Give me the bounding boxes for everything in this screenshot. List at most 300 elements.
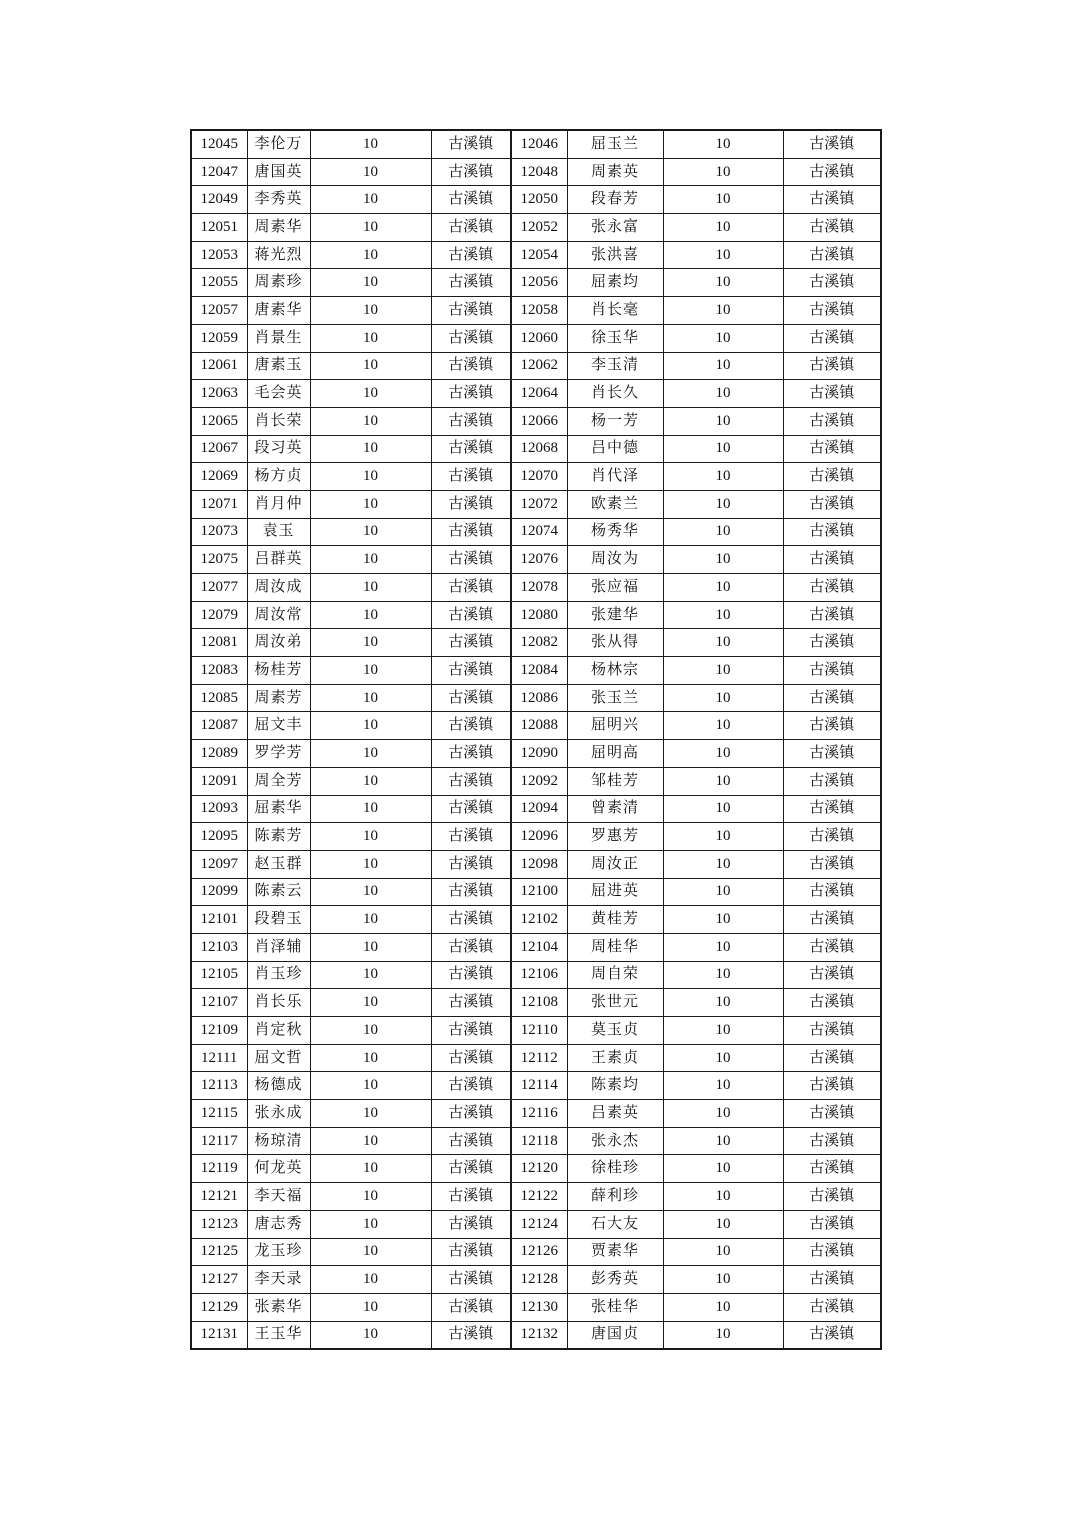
person-name-cell: 屈明兴 [567,712,663,740]
person-name-cell: 周自荣 [567,961,663,989]
amount-cell: 10 [663,906,783,934]
person-name-cell: 肖景生 [247,324,310,352]
record-id-cell: 12110 [511,1017,567,1045]
town-cell: 古溪镇 [783,380,881,408]
town-cell: 古溪镇 [431,324,511,352]
town-cell: 古溪镇 [431,186,511,214]
town-cell: 古溪镇 [431,352,511,380]
person-name-cell: 周全芳 [247,767,310,795]
person-name-cell: 张永成 [247,1100,310,1128]
town-cell: 古溪镇 [783,130,881,158]
town-cell: 古溪镇 [431,158,511,186]
record-id-cell: 12118 [511,1127,567,1155]
person-name-cell: 周素英 [567,158,663,186]
town-cell: 古溪镇 [431,490,511,518]
table-row [191,878,881,906]
person-name-cell: 周素珍 [247,269,310,297]
table-row [191,463,881,491]
town-cell: 古溪镇 [431,574,511,602]
table-row [191,712,881,740]
amount-cell: 10 [663,324,783,352]
person-name-cell: 袁玉 [247,518,310,546]
person-name-cell: 彭秀英 [567,1266,663,1294]
person-name-cell: 周汝成 [247,574,310,602]
table-row [191,629,881,657]
record-id-cell: 12107 [191,989,247,1017]
record-id-cell: 12112 [511,1044,567,1072]
town-cell: 古溪镇 [783,823,881,851]
town-cell: 古溪镇 [431,989,511,1017]
record-id-cell: 12096 [511,823,567,851]
town-cell: 古溪镇 [431,518,511,546]
person-name-cell: 张从得 [567,629,663,657]
town-cell: 古溪镇 [431,878,511,906]
town-cell: 古溪镇 [783,933,881,961]
town-cell: 古溪镇 [783,1266,881,1294]
table-row [191,546,881,574]
record-id-cell: 12113 [191,1072,247,1100]
town-cell: 古溪镇 [783,574,881,602]
town-cell: 古溪镇 [431,297,511,325]
town-cell: 古溪镇 [431,1072,511,1100]
person-name-cell: 李天福 [247,1183,310,1211]
record-id-cell: 12117 [191,1127,247,1155]
person-name-cell: 赵玉群 [247,850,310,878]
town-cell: 古溪镇 [783,850,881,878]
amount-cell: 10 [310,850,431,878]
town-cell: 古溪镇 [783,1127,881,1155]
amount-cell: 10 [663,657,783,685]
person-name-cell: 屈文丰 [247,712,310,740]
record-id-cell: 12062 [511,352,567,380]
person-name-cell: 肖代泽 [567,463,663,491]
table-row [191,324,881,352]
person-name-cell: 王玉华 [247,1321,310,1349]
table-row [191,1210,881,1238]
town-cell: 古溪镇 [783,740,881,768]
table-row [191,850,881,878]
record-id-cell: 12124 [511,1210,567,1238]
town-cell: 古溪镇 [783,241,881,269]
person-name-cell: 段习英 [247,435,310,463]
amount-cell: 10 [663,850,783,878]
person-name-cell: 薛利珍 [567,1183,663,1211]
person-name-cell: 李伦万 [247,130,310,158]
record-id-cell: 12058 [511,297,567,325]
town-cell: 古溪镇 [431,1155,511,1183]
amount-cell: 10 [310,324,431,352]
person-name-cell: 唐素华 [247,297,310,325]
town-cell: 古溪镇 [783,906,881,934]
record-id-cell: 12046 [511,130,567,158]
record-id-cell: 12073 [191,518,247,546]
record-id-cell: 12077 [191,574,247,602]
town-cell: 古溪镇 [431,1183,511,1211]
town-cell: 古溪镇 [431,1100,511,1128]
town-cell: 古溪镇 [431,1266,511,1294]
person-name-cell: 屈素均 [567,269,663,297]
town-cell: 古溪镇 [431,1321,511,1349]
table-row [191,1155,881,1183]
amount-cell: 10 [310,158,431,186]
record-id-cell: 12092 [511,767,567,795]
town-cell: 古溪镇 [783,518,881,546]
amount-cell: 10 [310,1238,431,1266]
record-id-cell: 12048 [511,158,567,186]
amount-cell: 10 [663,1321,783,1349]
amount-cell: 10 [663,490,783,518]
person-name-cell: 王素贞 [567,1044,663,1072]
table-row [191,906,881,934]
record-id-cell: 12104 [511,933,567,961]
person-name-cell: 张玉兰 [567,684,663,712]
record-id-cell: 12132 [511,1321,567,1349]
table-row [191,989,881,1017]
record-id-cell: 12122 [511,1183,567,1211]
person-name-cell: 张素华 [247,1293,310,1321]
amount-cell: 10 [310,269,431,297]
town-cell: 古溪镇 [783,878,881,906]
record-id-cell: 12082 [511,629,567,657]
person-name-cell: 吕素英 [567,1100,663,1128]
record-id-cell: 12065 [191,407,247,435]
amount-cell: 10 [663,407,783,435]
record-id-cell: 12056 [511,269,567,297]
amount-cell: 10 [310,518,431,546]
person-name-cell: 肖玉珍 [247,961,310,989]
town-cell: 古溪镇 [431,933,511,961]
town-cell: 古溪镇 [431,795,511,823]
town-cell: 古溪镇 [783,1017,881,1045]
record-id-cell: 12060 [511,324,567,352]
amount-cell: 10 [663,1155,783,1183]
amount-cell: 10 [310,241,431,269]
record-id-cell: 12108 [511,989,567,1017]
record-id-cell: 12101 [191,906,247,934]
amount-cell: 10 [310,657,431,685]
amount-cell: 10 [310,1017,431,1045]
record-id-cell: 12086 [511,684,567,712]
record-id-cell: 12076 [511,546,567,574]
table-row [191,435,881,463]
amount-cell: 10 [310,767,431,795]
table-row [191,407,881,435]
record-id-cell: 12097 [191,850,247,878]
amount-cell: 10 [663,629,783,657]
record-id-cell: 12055 [191,269,247,297]
person-name-cell: 段碧玉 [247,906,310,934]
record-id-cell: 12111 [191,1044,247,1072]
person-name-cell: 吕中德 [567,435,663,463]
amount-cell: 10 [663,214,783,242]
amount-cell: 10 [310,961,431,989]
town-cell: 古溪镇 [783,186,881,214]
person-name-cell: 张应福 [567,574,663,602]
record-id-cell: 12051 [191,214,247,242]
table-row [191,241,881,269]
amount-cell: 10 [663,823,783,851]
town-cell: 古溪镇 [431,767,511,795]
person-name-cell: 周汝弟 [247,629,310,657]
amount-cell: 10 [663,684,783,712]
record-id-cell: 12071 [191,490,247,518]
town-cell: 古溪镇 [431,1210,511,1238]
town-cell: 古溪镇 [783,712,881,740]
table-row [191,1238,881,1266]
person-name-cell: 屈文哲 [247,1044,310,1072]
person-name-cell: 肖长久 [567,380,663,408]
amount-cell: 10 [663,241,783,269]
table-row [191,214,881,242]
amount-cell: 10 [663,380,783,408]
town-cell: 古溪镇 [783,601,881,629]
person-name-cell: 张建华 [567,601,663,629]
town-cell: 古溪镇 [431,463,511,491]
roster-body [191,130,881,1349]
table-row [191,1100,881,1128]
town-cell: 古溪镇 [783,297,881,325]
amount-cell: 10 [310,878,431,906]
amount-cell: 10 [310,906,431,934]
town-cell: 古溪镇 [783,1210,881,1238]
amount-cell: 10 [310,1044,431,1072]
amount-cell: 10 [310,629,431,657]
town-cell: 古溪镇 [431,740,511,768]
person-name-cell: 杨德成 [247,1072,310,1100]
person-name-cell: 唐素玉 [247,352,310,380]
table-row [191,1321,881,1349]
record-id-cell: 12068 [511,435,567,463]
town-cell: 古溪镇 [783,684,881,712]
town-cell: 古溪镇 [431,241,511,269]
person-name-cell: 蒋光烈 [247,241,310,269]
town-cell: 古溪镇 [431,657,511,685]
table-row [191,823,881,851]
town-cell: 古溪镇 [431,906,511,934]
record-id-cell: 12072 [511,490,567,518]
person-name-cell: 肖长荣 [247,407,310,435]
person-name-cell: 李秀英 [247,186,310,214]
amount-cell: 10 [663,1100,783,1128]
record-id-cell: 12070 [511,463,567,491]
table-row [191,297,881,325]
town-cell: 古溪镇 [783,158,881,186]
town-cell: 古溪镇 [431,850,511,878]
amount-cell: 10 [310,933,431,961]
amount-cell: 10 [310,1266,431,1294]
person-name-cell: 屈玉兰 [567,130,663,158]
record-id-cell: 12129 [191,1293,247,1321]
amount-cell: 10 [310,1321,431,1349]
record-id-cell: 12083 [191,657,247,685]
person-name-cell: 屈明高 [567,740,663,768]
table-row [191,1044,881,1072]
person-name-cell: 周汝正 [567,850,663,878]
town-cell: 古溪镇 [783,1072,881,1100]
town-cell: 古溪镇 [783,629,881,657]
record-id-cell: 12098 [511,850,567,878]
person-name-cell: 陈素云 [247,878,310,906]
person-name-cell: 徐玉华 [567,324,663,352]
town-cell: 古溪镇 [783,1238,881,1266]
amount-cell: 10 [663,158,783,186]
town-cell: 古溪镇 [783,546,881,574]
amount-cell: 10 [663,1293,783,1321]
record-id-cell: 12125 [191,1238,247,1266]
amount-cell: 10 [310,1072,431,1100]
town-cell: 古溪镇 [431,823,511,851]
person-name-cell: 肖定秋 [247,1017,310,1045]
record-id-cell: 12094 [511,795,567,823]
table-row [191,186,881,214]
town-cell: 古溪镇 [783,435,881,463]
town-cell: 古溪镇 [431,407,511,435]
person-name-cell: 周汝常 [247,601,310,629]
amount-cell: 10 [310,684,431,712]
amount-cell: 10 [663,795,783,823]
amount-cell: 10 [663,878,783,906]
person-name-cell: 杨方贞 [247,463,310,491]
amount-cell: 10 [663,1238,783,1266]
amount-cell: 10 [663,933,783,961]
table-row [191,1293,881,1321]
town-cell: 古溪镇 [431,961,511,989]
record-id-cell: 12067 [191,435,247,463]
record-id-cell: 12095 [191,823,247,851]
amount-cell: 10 [310,1155,431,1183]
person-name-cell: 李玉清 [567,352,663,380]
record-id-cell: 12069 [191,463,247,491]
record-id-cell: 12099 [191,878,247,906]
amount-cell: 10 [310,1183,431,1211]
record-id-cell: 12089 [191,740,247,768]
table-row [191,1183,881,1211]
town-cell: 古溪镇 [431,214,511,242]
record-id-cell: 12079 [191,601,247,629]
table-row [191,933,881,961]
person-name-cell: 邹桂芳 [567,767,663,795]
table-row [191,1127,881,1155]
record-id-cell: 12102 [511,906,567,934]
person-name-cell: 周桂华 [567,933,663,961]
person-name-cell: 张洪喜 [567,241,663,269]
record-id-cell: 12080 [511,601,567,629]
record-id-cell: 12106 [511,961,567,989]
amount-cell: 10 [310,989,431,1017]
amount-cell: 10 [310,352,431,380]
town-cell: 古溪镇 [783,767,881,795]
table-row [191,490,881,518]
person-name-cell: 杨秀华 [567,518,663,546]
amount-cell: 10 [663,130,783,158]
person-name-cell: 杨一芳 [567,407,663,435]
amount-cell: 10 [663,1183,783,1211]
record-id-cell: 12128 [511,1266,567,1294]
person-name-cell: 肖泽辅 [247,933,310,961]
amount-cell: 10 [310,823,431,851]
record-id-cell: 12119 [191,1155,247,1183]
town-cell: 古溪镇 [431,684,511,712]
person-name-cell: 贾素华 [567,1238,663,1266]
person-name-cell: 莫玉贞 [567,1017,663,1045]
amount-cell: 10 [663,740,783,768]
person-name-cell: 张桂华 [567,1293,663,1321]
amount-cell: 10 [663,574,783,602]
record-id-cell: 12090 [511,740,567,768]
amount-cell: 10 [663,989,783,1017]
record-id-cell: 12120 [511,1155,567,1183]
amount-cell: 10 [663,1017,783,1045]
person-name-cell: 段春芳 [567,186,663,214]
amount-cell: 10 [663,518,783,546]
town-cell: 古溪镇 [783,989,881,1017]
amount-cell: 10 [310,574,431,602]
town-cell: 古溪镇 [431,601,511,629]
record-id-cell: 12121 [191,1183,247,1211]
amount-cell: 10 [310,601,431,629]
town-cell: 古溪镇 [783,324,881,352]
record-id-cell: 12093 [191,795,247,823]
town-cell: 古溪镇 [783,352,881,380]
person-name-cell: 杨桂芳 [247,657,310,685]
amount-cell: 10 [310,435,431,463]
record-id-cell: 12052 [511,214,567,242]
person-name-cell: 张永杰 [567,1127,663,1155]
record-id-cell: 12087 [191,712,247,740]
town-cell: 古溪镇 [783,407,881,435]
record-id-cell: 12115 [191,1100,247,1128]
table-row [191,1266,881,1294]
town-cell: 古溪镇 [431,546,511,574]
record-id-cell: 12081 [191,629,247,657]
person-name-cell: 唐志秀 [247,1210,310,1238]
table-row [191,795,881,823]
record-id-cell: 12050 [511,186,567,214]
town-cell: 古溪镇 [431,1017,511,1045]
record-id-cell: 12074 [511,518,567,546]
amount-cell: 10 [310,130,431,158]
record-id-cell: 12066 [511,407,567,435]
town-cell: 古溪镇 [783,463,881,491]
amount-cell: 10 [310,712,431,740]
town-cell: 古溪镇 [783,795,881,823]
amount-cell: 10 [663,767,783,795]
record-id-cell: 12114 [511,1072,567,1100]
table-row [191,657,881,685]
record-id-cell: 12103 [191,933,247,961]
person-name-cell: 何龙英 [247,1155,310,1183]
table-row [191,961,881,989]
amount-cell: 10 [663,1072,783,1100]
amount-cell: 10 [663,961,783,989]
amount-cell: 10 [663,1210,783,1238]
person-name-cell: 陈素均 [567,1072,663,1100]
amount-cell: 10 [310,1210,431,1238]
table-row [191,518,881,546]
amount-cell: 10 [310,546,431,574]
record-id-cell: 12063 [191,380,247,408]
table-row [191,601,881,629]
record-id-cell: 12123 [191,1210,247,1238]
town-cell: 古溪镇 [431,1293,511,1321]
person-name-cell: 毛会英 [247,380,310,408]
record-id-cell: 12078 [511,574,567,602]
person-name-cell: 欧素兰 [567,490,663,518]
amount-cell: 10 [663,297,783,325]
amount-cell: 10 [663,712,783,740]
table-row [191,684,881,712]
table-row [191,380,881,408]
